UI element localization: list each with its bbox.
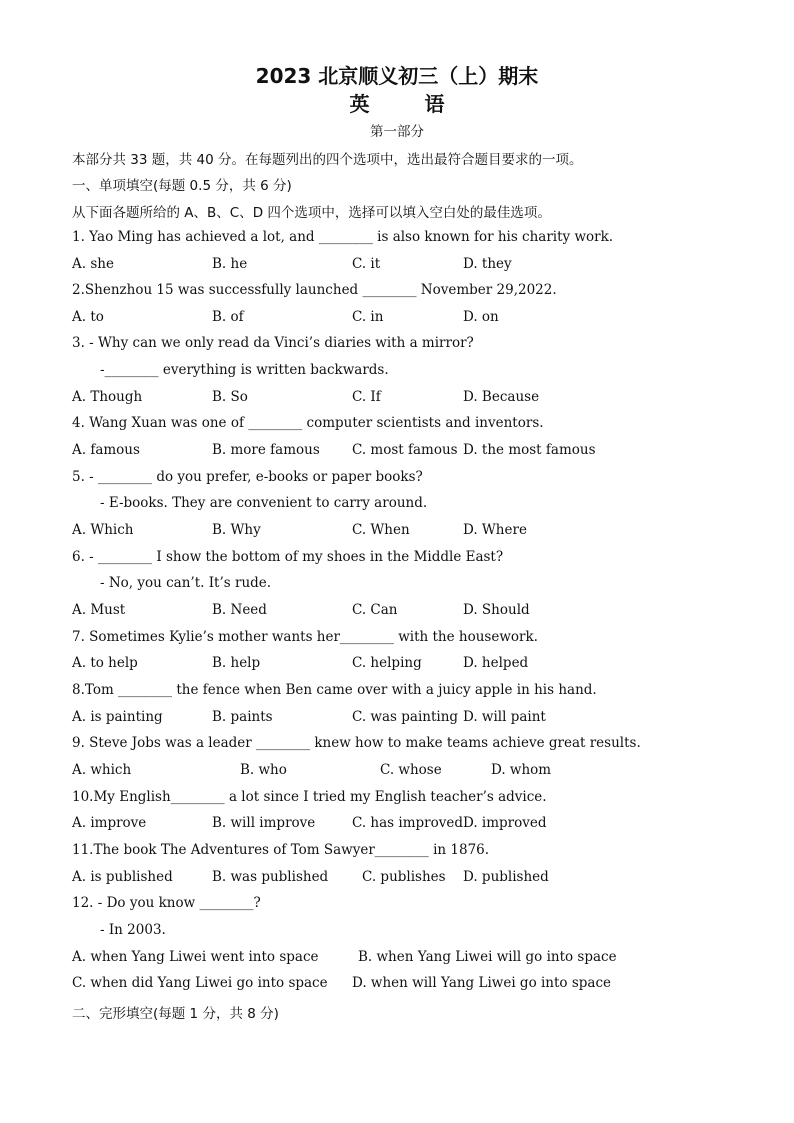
question-4: 4. Wang Xuan was one of ________ computer scientists and inventors.: [72, 415, 544, 431]
q10-option-d: D. improved: [463, 815, 547, 831]
q6-option-d: D. Should: [463, 602, 530, 618]
subject-title: [0, 88, 794, 117]
page-title: 2023 北京顺义初三（上）期末: [255, 64, 539, 88]
q2-option-c: C. in: [352, 309, 384, 325]
q8-option-b: B. paints: [212, 709, 273, 725]
q11-option-c: C. publishes: [362, 869, 446, 885]
q9-option-b: B. who: [240, 762, 287, 778]
q12-option-d: D. when will Yang Liwei go into space: [352, 975, 612, 991]
q8-option-d: D. will paint: [463, 709, 546, 725]
q5-option-d: D. Where: [463, 522, 527, 538]
q7-option-c: C. helping: [352, 655, 422, 671]
q2-option-b: B. of: [212, 309, 244, 325]
q6-option-c: C. Can: [352, 602, 398, 618]
q2-option-a: A. to: [72, 309, 104, 325]
q4-option-b: B. more famous: [212, 442, 320, 458]
question-6-reply: - No, you can’t. It’s rude.: [100, 575, 272, 591]
q4-option-d: D. the most famous: [463, 442, 596, 458]
q6-option-b: B. Need: [212, 602, 267, 618]
q1-option-c: C. it: [352, 256, 381, 272]
question-10: 10.My English________ a lot since I tried my English teacher’s advice.: [72, 789, 547, 805]
q11-option-b: B. was published: [212, 869, 329, 885]
q1-option-a: A. she: [72, 256, 114, 272]
subject-char-2: 语: [424, 92, 445, 116]
q12-option-c: C. when did Yang Liwei go into space: [72, 975, 328, 991]
question-5-reply: - E-books. They are convenient to carry around.: [100, 495, 428, 511]
question-7: 7. Sometimes Kylie’s mother wants her________ with the housework.: [72, 629, 538, 645]
question-1: 1. Yao Ming has achieved a lot, and ________ is also known for his charity work.: [72, 229, 614, 245]
q10-option-c: C. has improved: [352, 815, 463, 831]
intro-line: 本部分共 33 题，共 40 分。在每题列出的四个选项中，选出最符合题目要求的一项。: [72, 152, 583, 168]
q10-option-a: A. improve: [72, 815, 147, 831]
q12-option-b: B. when Yang Liwei will go into space: [358, 949, 617, 965]
instruction-line: 从下面各题所给的 A、B、C、D 四个选项中，选择可以填入空白处的最佳选项。: [72, 205, 551, 221]
q9-option-c: C. whose: [380, 762, 442, 778]
question-3-reply: -________ everything is written backwards.: [100, 362, 389, 378]
question-5: 5. - ________ do you prefer, e-books or paper books?: [72, 469, 423, 485]
question-12: 12. - Do you know ________?: [72, 895, 261, 911]
q7-option-a: A. to help: [72, 655, 138, 671]
q1-option-b: B. he: [212, 256, 248, 272]
q3-option-c: C. If: [352, 389, 381, 405]
q1-option-d: D. they: [463, 256, 512, 272]
q9-option-d: D. whom: [491, 762, 552, 778]
q5-option-b: B. Why: [212, 522, 261, 538]
question-2: 2.Shenzhou 15 was successfully launched ________ November 29,2022.: [72, 282, 557, 298]
q8-option-c: C. was painting: [352, 709, 459, 725]
subject-char-1: 英: [349, 92, 370, 116]
question-12-reply: - In 2003.: [100, 922, 166, 938]
q8-option-a: A. is painting: [72, 709, 163, 725]
q4-option-a: A. famous: [72, 442, 140, 458]
q3-option-d: D. Because: [463, 389, 540, 405]
q2-option-d: D. on: [463, 309, 499, 325]
q6-option-a: A. Must: [72, 602, 126, 618]
q4-option-c: C. most famous: [352, 442, 458, 458]
part-heading: 第一部分: [370, 124, 424, 140]
section-heading-2: 二、完形填空(每题 1 分，共 8 分): [72, 1006, 279, 1022]
question-6: 6. - ________ I show the bottom of my shoes in the Middle East?: [72, 549, 504, 565]
question-9: 9. Steve Jobs was a leader ________ knew how to make teams achieve great results.: [72, 735, 641, 751]
q5-option-c: C. When: [352, 522, 410, 538]
question-3: 3. - Why can we only read da Vinci’s diaries with a mirror?: [72, 335, 474, 351]
q7-option-b: B. help: [212, 655, 261, 671]
section-heading-1: 一、单项填空(每题 0.5 分，共 6 分): [72, 178, 292, 194]
q3-option-a: A. Though: [72, 389, 143, 405]
q9-option-a: A. which: [72, 762, 132, 778]
q5-option-a: A. Which: [72, 522, 134, 538]
q11-option-a: A. is published: [72, 869, 173, 885]
q11-option-d: D. published: [463, 869, 549, 885]
q7-option-d: D. helped: [463, 655, 529, 671]
question-8: 8.Tom ________ the fence when Ben came over with a juicy apple in his hand.: [72, 682, 597, 698]
q3-option-b: B. So: [212, 389, 248, 405]
q12-option-a: A. when Yang Liwei went into space: [72, 949, 319, 965]
question-11: 11.The book The Adventures of Tom Sawyer________ in 1876.: [72, 842, 490, 858]
q10-option-b: B. will improve: [212, 815, 316, 831]
